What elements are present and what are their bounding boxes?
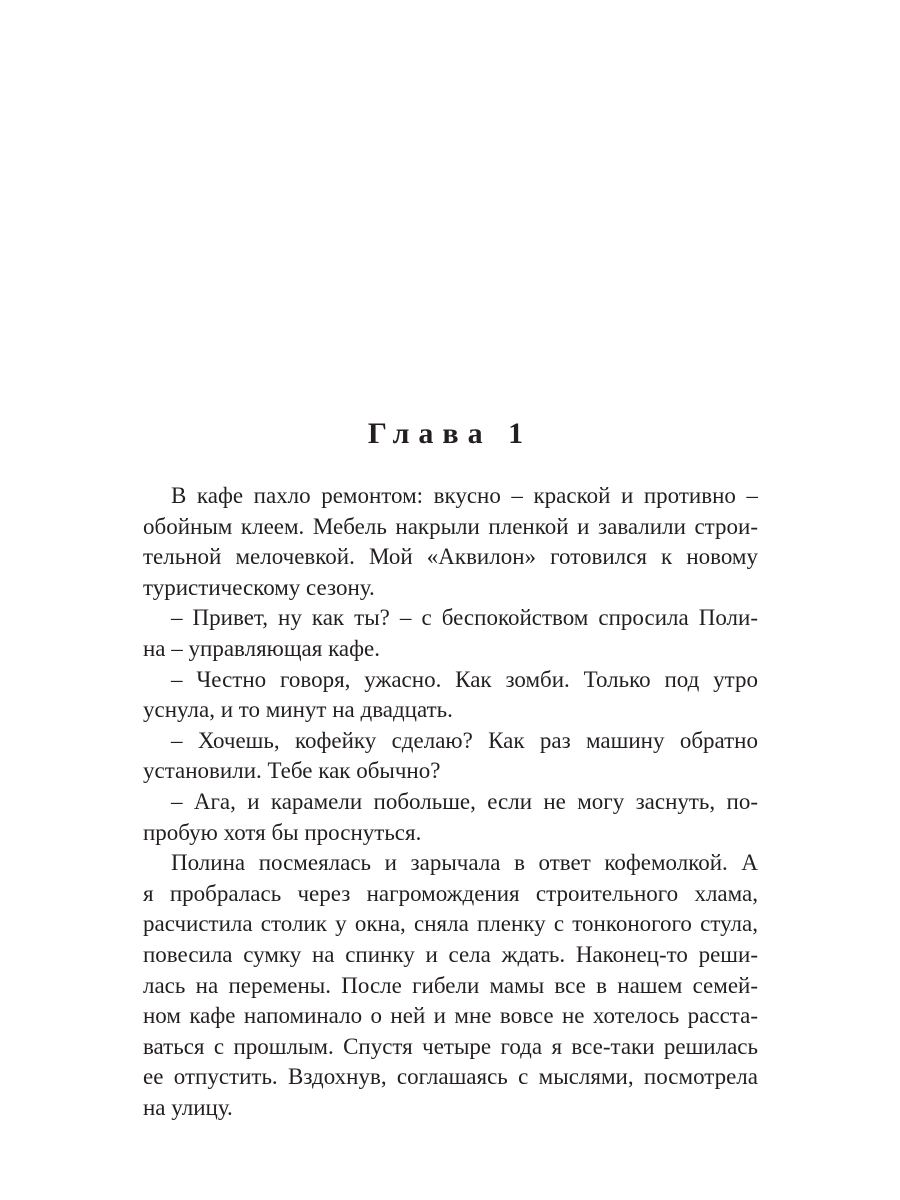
- text-line: туристическому сезону.: [143, 574, 375, 600]
- text-line: ее отпустить. Вздохнув, соглашаясь с мыслями, посмотрела: [143, 1064, 758, 1090]
- text-line: пробую хотя бы проснуться.: [143, 819, 422, 845]
- text-line: – Ага, и карамели побольше, если не могу заснуть, по-: [171, 788, 758, 814]
- text-line: уснула, и то минут на двадцать.: [143, 697, 453, 723]
- text-line: обойным клеем. Мебель накрыли пленкой и завалили строи-: [143, 513, 758, 539]
- text-line: я пробралась через нагромождения строительного хлама,: [143, 880, 758, 906]
- text-line: ном кафе напоминало о ней и мне вовсе не хотелось расста-: [143, 1003, 758, 1029]
- text-line: на улицу.: [143, 1094, 233, 1120]
- text-line: Полина посмеялась и зарычала в ответ кофемолкой. А: [171, 850, 758, 876]
- text-line: ваться с прошлым. Спустя четыре года я все-таки решилась: [143, 1033, 758, 1059]
- text-line: – Привет, ну как ты? – с беспокойством спросила Поли-: [171, 605, 758, 631]
- text-line: расчистила столик у окна, сняла пленку с тонконогого стула,: [143, 911, 758, 937]
- text-line: В кафе пахло ремонтом: вкусно – краской и противно –: [171, 483, 758, 508]
- text-line: – Хочешь, кофейку сделаю? Как раз машину обратно: [171, 727, 758, 753]
- chapter-text: [143, 481, 758, 1123]
- text-line: на – управляющая кафе.: [143, 635, 380, 661]
- chapter-title: Глава 1: [367, 417, 533, 450]
- text-line: тельной мелочевкой. Мой «Аквилон» готовился к новому: [143, 544, 758, 570]
- text-line: повесила сумку на спинку и села ждать. Наконец-то реши-: [143, 941, 758, 967]
- text-line: – Честно говоря, ужасно. Как зомби. Только под утро: [171, 666, 758, 692]
- text-line: лась на перемены. После гибели мамы все в нашем семей-: [143, 972, 758, 998]
- text-line: установили. Тебе как обычно?: [143, 758, 441, 784]
